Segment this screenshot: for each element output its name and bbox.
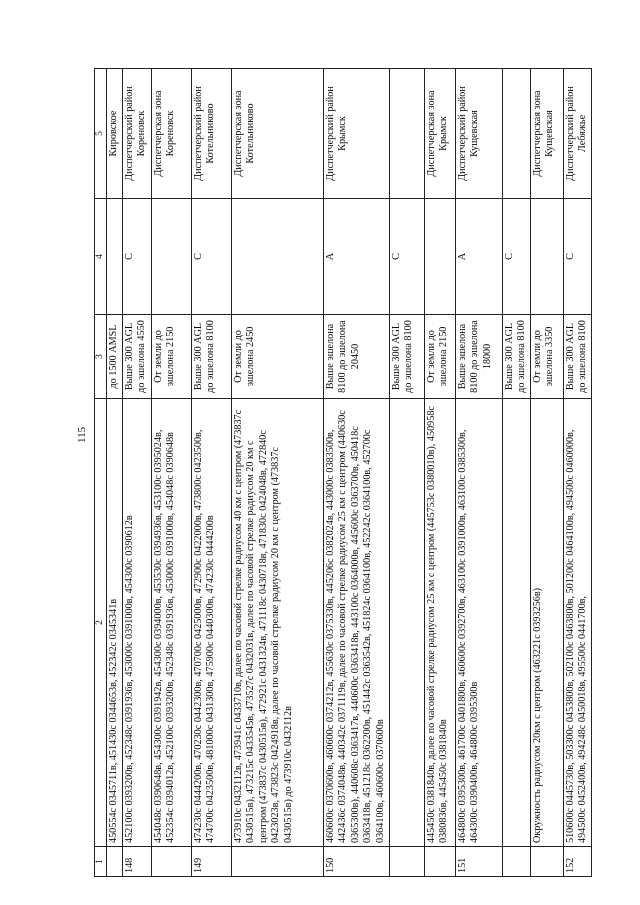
- altitude-cell: От земли до эшелона 2450: [231, 315, 323, 399]
- table-row: [389, 69, 424, 877]
- altitude-cell: Выше эшелона 8100 до эшелона 20450: [323, 315, 389, 399]
- table-row: [151, 69, 191, 877]
- coordinates-cell: 450554с 0345711в, 451430с 0344653в, 452342с 0345341в: [107, 399, 123, 847]
- airspace-class-cell: С: [502, 199, 530, 315]
- airspace-class-cell: [530, 199, 563, 315]
- altitude-cell: Выше 300 AGL до эшелона 4550: [122, 315, 151, 399]
- altitude-cell: От земли до эшелона 2150: [151, 315, 191, 399]
- unit-name-cell: Диспетчерская зона Котельниково: [231, 69, 323, 199]
- airspace-class-cell: С: [191, 199, 231, 315]
- airspace-table: [94, 68, 592, 877]
- airspace-class-cell: [424, 199, 455, 315]
- altitude-cell: От земли до эшелона 3350: [530, 315, 563, 399]
- coordinates-cell: [389, 399, 424, 847]
- row-number-cell: 152: [563, 847, 591, 877]
- page-number: 115: [76, 426, 88, 443]
- table-row: [231, 69, 323, 877]
- header-cell: 4: [95, 199, 107, 315]
- table-row: [530, 69, 563, 877]
- altitude-cell: Выше 300 AGL до эшелона 8100: [389, 315, 424, 399]
- row-number-cell: [107, 847, 123, 877]
- table-row: [455, 69, 502, 877]
- altitude-cell: Выше 300 AGL до эшелона 8100: [502, 315, 530, 399]
- altitude-cell: до 1500 AMSL: [107, 315, 123, 399]
- coordinates-cell: Окружность радиусом 20км с центром (463221с 0393256в): [530, 399, 563, 847]
- unit-name-cell: Диспетчерский район Кущевская: [455, 69, 502, 199]
- unit-name-cell: [502, 69, 530, 199]
- row-number-cell: [151, 847, 191, 877]
- altitude-cell: От земли до эшелона 2150: [424, 315, 455, 399]
- altitude-cell: Выше 300 AGL до эшелона 8100: [191, 315, 231, 399]
- header-cell: 2: [95, 399, 107, 847]
- table-row: [424, 69, 455, 877]
- altitude-cell: Выше эшелона 8100 до эшелона 18000: [455, 315, 502, 399]
- header-cell: 1: [95, 847, 107, 877]
- row-number-cell: [530, 847, 563, 877]
- row-number-cell: 151: [455, 847, 502, 877]
- header-row: [95, 69, 107, 877]
- airspace-class-cell: С: [563, 199, 591, 315]
- altitude-cell: Выше 300 AGL до эшелона 8100: [563, 315, 591, 399]
- coordinates-cell: 454048с 0390648в, 454300с 0391942в, 454300с 0394000в, 453530с 0394936в, 453100с 0395024в, 452354с 0394012в, 452100с 0393200в, 452348с 0391936в, 453000с 0391000в, 454048с 0390648в: [151, 399, 191, 847]
- coordinates-cell: 474230с 0444200в, 470230с 0442300в, 470700с 0425000в, 472900с 0422000в, 473800с 0423500в, 474700с 0423500в, 481000с 0431300в, 475900с 0440300в, 474230с 0444200в: [191, 399, 231, 847]
- coordinates-cell: 460600с 0370600в, 460600с 0374212в, 455630с 0375330в, 445206с 0382024в, 443000с 0383500в, 442436с 0374048в, 440342с 0371119в, далее по часовой стрелке радиусом 25 км с центром (440630с 0365300в), 440608с 0363417в, 440600с 0363418в, 443100с 0364000в, 445600с 0363700в, 450418с 0363418в, 451218с 0362200в, 451442с 0363542в, 451824с 0364100в, 452242с 0364100в, 452700с 0364100в, 460600с 0370600в: [323, 399, 389, 847]
- airspace-class-cell: [231, 199, 323, 315]
- coordinates-cell: 445450с 0381840в, далее по часовой стрелке радиусом 25 км с центром (445753с 0380010в), 450958с 0380836в, 445450с 0381840в: [424, 399, 455, 847]
- table-row: [563, 69, 591, 877]
- coordinates-cell: 464800с 0395300в, 461700с 0401800в, 460600с 0392700в, 463100с 0391000в, 463100с 0385300в, 464300с 0390400в, 464800с 0395300в: [455, 399, 502, 847]
- coordinates-cell: [502, 399, 530, 847]
- coordinates-cell: 452100с 0393200в, 452348с 0391936в, 453000с 0391000в, 454300с 0390612в: [122, 399, 151, 847]
- unit-name-cell: Диспетчерская зона Кореновск: [151, 69, 191, 199]
- unit-name-cell: Диспетчерский район Крымск: [323, 69, 389, 199]
- table-row: [502, 69, 530, 877]
- unit-name-cell: [389, 69, 424, 199]
- coordinates-cell: 510600с 0445730в, 503300с 0453800в, 502100с 0463800в, 501200с 0464100в, 494500с 0460000в, 494500с 0452400в, 494248с 0450018в, 495500с 0441700в,: [563, 399, 591, 847]
- row-number-cell: 149: [191, 847, 231, 877]
- unit-name-cell: Диспетчерский район Лебяжье: [563, 69, 591, 199]
- table-row: [122, 69, 151, 877]
- airspace-class-cell: С: [389, 199, 424, 315]
- row-number-cell: 148: [122, 847, 151, 877]
- row-number-cell: [231, 847, 323, 877]
- coordinates-cell: 473910с 0432112в, 473941с 0433710в, далее по часовой стрелке радиусом 40 км с центром (473837с 0430515в), 473215с 0433545в, 473527с 0432031в, далее по часовой стрелке радиусом 20 км с центром (473837с 0430515в), 472921с 0431324в, 471118с 0430718в, 471830с 0424048в, 472840с 0423023в, 473823с 0424918в, далее по часовой стрелке радиусом 20 км с центром (473837с 0430515в) до 473910с 0432112в: [231, 399, 323, 847]
- airspace-class-cell: А: [323, 199, 389, 315]
- row-number-cell: [424, 847, 455, 877]
- unit-name-cell: Диспетчерский район Котельниково: [191, 69, 231, 199]
- header-cell: 5: [95, 69, 107, 199]
- header-cell: 3: [95, 315, 107, 399]
- row-number-cell: [389, 847, 424, 877]
- airspace-class-cell: А: [455, 199, 502, 315]
- unit-name-cell: Диспетчерский район Кореновск: [122, 69, 151, 199]
- airspace-class-cell: С: [122, 199, 151, 315]
- row-number-cell: [502, 847, 530, 877]
- unit-name-cell: Диспетчерская зона Крымск: [424, 69, 455, 199]
- airspace-table-sheet: [94, 69, 614, 877]
- table-row: [323, 69, 389, 877]
- unit-name-cell: Кировское: [107, 69, 123, 199]
- table-row: [191, 69, 231, 877]
- table-row: [107, 69, 123, 877]
- row-number-cell: 150: [323, 847, 389, 877]
- airspace-class-cell: [107, 199, 123, 315]
- airspace-class-cell: [151, 199, 191, 315]
- unit-name-cell: Диспетчерская зона Кущевская: [530, 69, 563, 199]
